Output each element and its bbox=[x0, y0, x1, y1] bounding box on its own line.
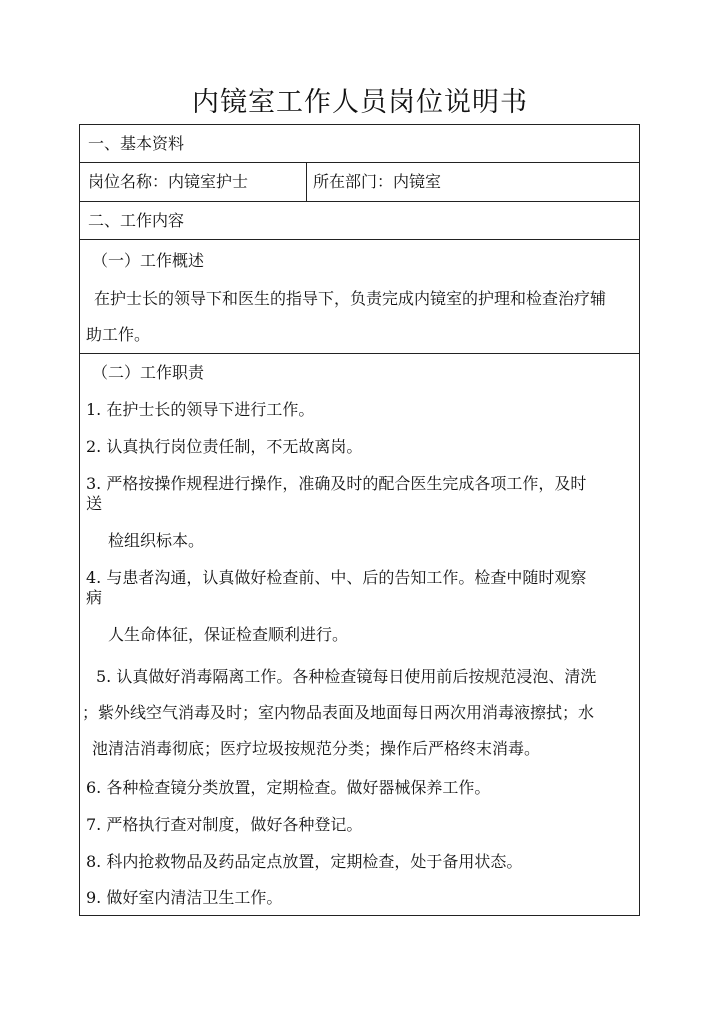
duty-item-9: 9. 做好室内清洁卫生工作。 bbox=[86, 888, 283, 907]
duty-item-6: 6. 各种检查镜分类放置，定期检查。做好器械保养工作。 bbox=[86, 778, 491, 797]
duty-item-7: 7. 严格执行查对制度，做好各种登记。 bbox=[86, 815, 363, 834]
overview-line-1: 在护士长的领导下和医生的指导下，负责完成内镜室的护理和检查治疗辅 bbox=[94, 289, 607, 308]
overview-line-2: 助工作。 bbox=[86, 325, 151, 344]
duty-item-5-line-3: 池清洁消毒彻底；医疗垃圾按规范分类；操作后严格终末消毒。 bbox=[92, 739, 541, 758]
duty-item-3-wrap: 送 bbox=[86, 494, 103, 513]
overview-section bbox=[80, 240, 639, 354]
duty-item-2: 2. 认真执行岗位责任制，不无故离岗。 bbox=[86, 437, 363, 456]
duty-item-8: 8. 科内抢救物品及药品定点放置，定期检查，处于备用状态。 bbox=[86, 852, 523, 871]
duty-item-4-cont: 人生命体征，保证检查顺利进行。 bbox=[108, 625, 349, 644]
duty-item-5: 5. 认真做好消毒隔离工作。各种检查镜每日使用前后按规范浸泡、清洗 bbox=[96, 667, 597, 686]
department-name: 所在部门：内镜室 bbox=[313, 172, 442, 191]
work-content-row bbox=[80, 202, 639, 240]
duties-section bbox=[80, 354, 639, 917]
work-content-heading: 二、工作内容 bbox=[88, 211, 185, 230]
duty-item-1: 1. 在护士长的领导下进行工作。 bbox=[86, 400, 315, 419]
column-divider bbox=[306, 163, 307, 201]
duty-item-3-cont: 检组织标本。 bbox=[108, 531, 205, 550]
duty-item-4: 4. 与患者沟通，认真做好检查前、中、后的告知工作。检查中随时观察 bbox=[86, 568, 587, 587]
job-description-table bbox=[79, 124, 640, 916]
basic-info-row bbox=[80, 125, 639, 163]
overview-heading: （一）工作概述 bbox=[92, 251, 205, 270]
page-title: 内镜室工作人员岗位说明书 bbox=[192, 87, 528, 118]
duty-item-5-line-2: ；紫外线空气消毒及时；室内物品表面及地面每日两次用消毒液擦拭；水 bbox=[82, 703, 595, 722]
position-name: 岗位名称：内镜室护士 bbox=[88, 172, 249, 191]
duties-heading: （二）工作职责 bbox=[92, 363, 205, 382]
basic-info-heading: 一、基本资料 bbox=[88, 134, 185, 153]
duty-item-3: 3. 严格按操作规程进行操作，准确及时的配合医生完成各项工作，及时 bbox=[86, 474, 587, 493]
position-row bbox=[80, 163, 639, 202]
duty-item-4-wrap: 病 bbox=[86, 588, 103, 607]
